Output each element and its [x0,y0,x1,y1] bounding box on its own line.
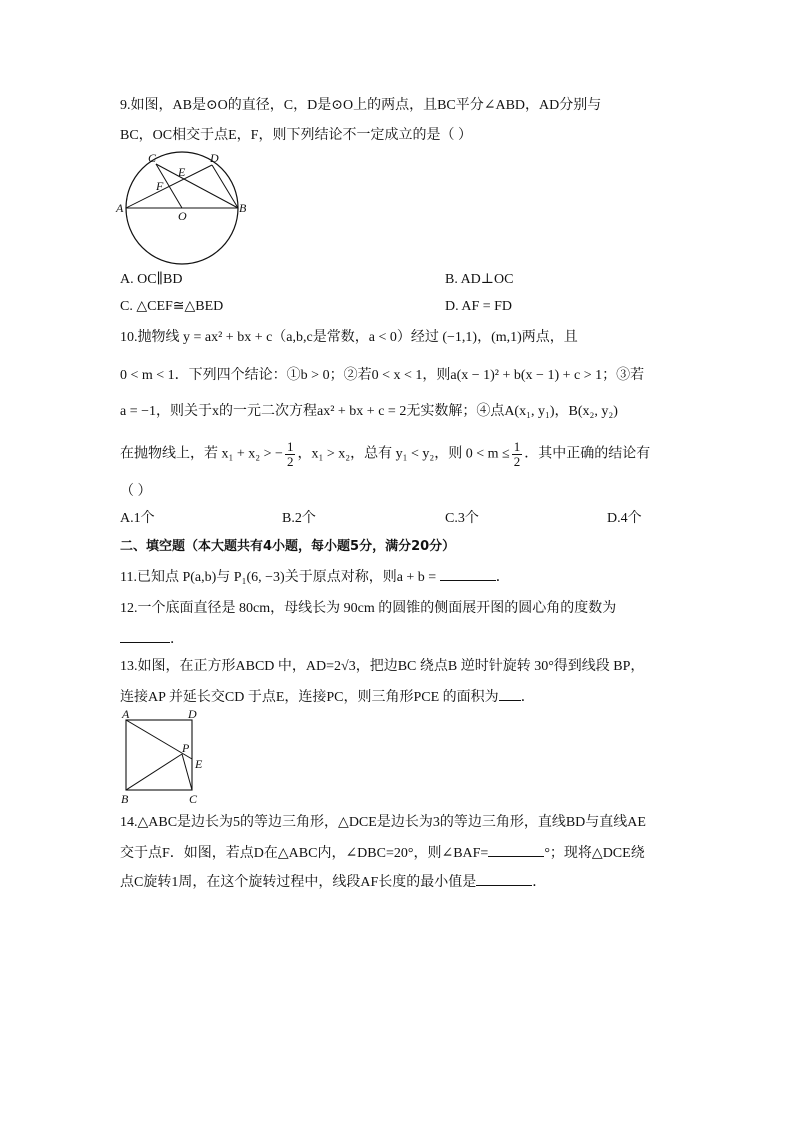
label-c: C [148,151,157,165]
q14-line-1: 14.△ABC是边长为5的等边三角形，△DCE是边长为3的等边三角形，直线BD与直线AE [120,815,646,830]
q12-answer-blank[interactable] [120,628,170,643]
q11-text: 11.已知点 P(a,b)与 P₁(6, −3)关于原点对称，则a + b = [120,570,437,585]
q10-line-2: 0 < m < 1．下列四个结论：①b > 0；②若0 < x < 1，则a(x − 1)² + b(x − 1) + c > 1；③若 [120,368,645,383]
q10-option-d: D.4个 [607,511,642,526]
label-a: A [116,201,124,215]
q10-option-a: A.1个 [120,511,155,526]
q12-period: ． [170,632,184,647]
q9-line-1: 9.如图，AB是⊙O的直径，C，D是⊙O上的两点，且BC平分∠ABD，AD分别与 [120,98,602,113]
q10-line-1: 10.抛物线 y = ax² + bx + c（a,b,c是常数，a < 0）经过 (−1,1)，(m,1)两点，且 [120,330,578,345]
q14-line-2 [120,842,645,864]
q14-line-3 [120,871,546,893]
q13-line-1: 13.如图，在正方形ABCD 中，AD=2√3，把边BC 绕点B 逆时针旋转 30°得到线段 BP， [120,659,645,674]
fraction-one-half-2 [512,440,523,469]
label-f: F [156,179,164,193]
q14-line-3b: ． [532,875,547,890]
q10-line-5: （ ） [120,484,152,499]
q9-option-a: A. OC∥BD [120,272,183,287]
q10-line-4 [120,440,650,469]
q11-answer-blank[interactable] [440,566,496,581]
q10-line-4a: 在抛物线上，若 x₁ + x₂ > − [120,446,283,462]
q14-line-2b: °；现将△DCE绕 [544,846,645,861]
q14-answer-blank-2[interactable] [476,871,532,886]
q10-option-b: B.2个 [282,511,316,526]
q14-answer-blank-1[interactable] [488,842,544,857]
q9-option-c: C. △CEF≅△BED [120,299,224,314]
label-d: D [188,708,197,721]
label-b: B [239,201,247,215]
q13-square-figure [116,708,216,808]
q10-line-3: a = −1，则关于x的一元二次方程ax² + bx + c = 2无实数解；④点A(x₁, y₁)，B(x₂, y₂) [120,404,618,419]
segment-bp [126,754,182,790]
q9-option-b: B. AD⊥OC [445,272,514,287]
q10-line-4b: ，x₁ > x₂，总有 y₁ < y₂，则 0 < m ≤ [297,446,510,462]
q14-line-2a: 交于点F．如图，若点D在△ABC内，∠DBC=20°，则∠BAF= [120,846,489,861]
q10-line-4c: ．其中正确的结论有 [524,446,651,462]
fraction-denominator-2: 2 [513,454,521,469]
q11-period: ． [495,570,510,585]
q12-line-2 [120,628,184,650]
q14-line-3a: 点C旋转1周，在这个旋转过程中，线段AF长度的最小值是 [120,875,477,890]
q9-option-d: D. AF = FD [445,299,513,314]
q13-answer-blank[interactable] [499,686,521,701]
q9-circle-figure [112,148,252,270]
q13-line-2 [120,686,535,708]
fraction-numerator-2: 1 [513,439,521,454]
fraction-one-half [285,440,296,469]
q13-text: 连接AP 并延长交CD 于点E，连接PC，则三角形PCE 的面积为 [120,690,499,705]
label-a: A [122,708,130,721]
section-heading-fill-blank: 二、填空题（本大题共有4小题，每小题5分，满分20分） [120,539,456,554]
label-e: E [178,165,186,179]
fraction-numerator: 1 [286,439,294,454]
label-d: D [210,151,219,165]
segment-bc [156,164,238,208]
label-p: P [182,741,190,755]
label-e: E [195,757,203,771]
label-c: C [189,792,198,806]
q12-line-1: 12.一个底面直径是 80cm，母线长为 90cm 的圆锥的侧面展开图的圆心角的度数为 [120,601,617,616]
segment-pc [182,754,192,790]
q11-line [120,566,510,588]
q13-period: ． [520,690,535,705]
q9-line-2: BC，OC相交于点E，F，则下列结论不一定成立的是（ ） [120,128,472,143]
label-o: O [178,209,187,223]
label-b: B [121,792,129,806]
q10-option-c: C.3个 [445,511,479,526]
fraction-denominator: 2 [286,454,294,469]
